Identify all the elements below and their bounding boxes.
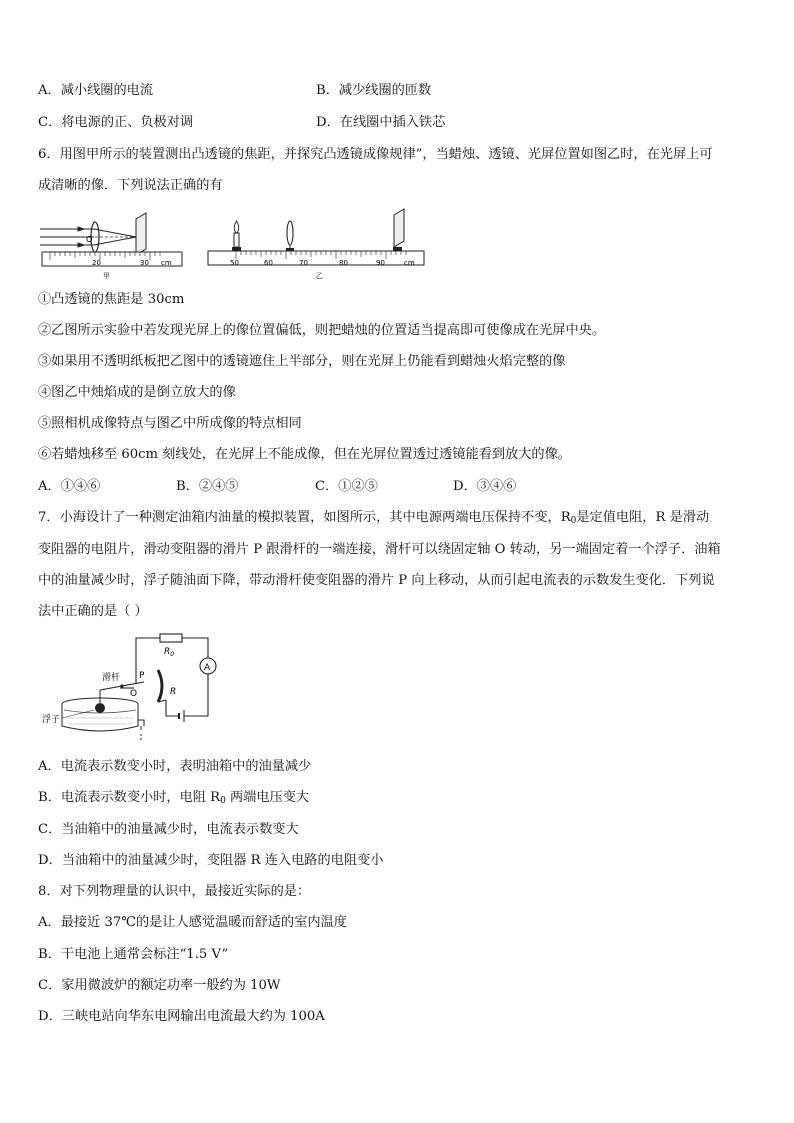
q5-option-b: B．减少线圈的匝数	[316, 83, 432, 98]
q8-stem: 8．对下列物理量的认识中，最接近实际的是：	[38, 884, 311, 899]
yi-tick-unit: cm	[404, 259, 415, 267]
q6-statement-5: ⑤照相机成像特点与图乙中所成像的特点相同	[38, 416, 302, 431]
q6-statement-2: ②乙图所示实验中若发现光屏上的像位置偏低，则把蜡烛的位置适当提高即可使像成在光屏中央。	[38, 323, 606, 338]
q6-option-d: D．③④⑥	[453, 479, 517, 494]
r-label: R	[170, 687, 177, 697]
q7-option-a: A．电流表示数变小时，表明油箱中的油量减少	[38, 759, 312, 774]
q6-figure-jia	[40, 205, 190, 283]
q7-stem-line1: 7．小海设计了一种测定油箱内油量的模拟装置，如图所示，其中电源两端电压保持不变，$R_0$是定值电阻，R 是滑动	[38, 510, 710, 526]
yi-tick-80: 80	[339, 259, 348, 267]
jia-tick-20: 20	[92, 259, 101, 267]
yi-tick-90: 90	[376, 259, 385, 267]
q7-circuit-figure	[40, 630, 220, 748]
q8-option-a: A．最接近 37℃的是让人感觉温暖而舒适的室内温度	[38, 915, 347, 930]
float-label: 浮子	[42, 715, 61, 725]
yi-tick-50: 50	[230, 259, 239, 267]
q7-stem-line4: 法中正确的是（ ）	[38, 604, 148, 619]
q6-option-a: A．①④⑥	[38, 479, 101, 494]
resistor-r0	[160, 634, 182, 642]
q6-stem-line1: 6．用图甲所示的装置测出凸透镜的焦距，并探究凸透镜成像规律”，当蜡烛、透镜、光屏位置如图乙时，在光屏上可	[38, 147, 713, 162]
q7-option-b: B．电流表示数变小时，电阻 $R_0$ 两端电压变大	[38, 790, 310, 806]
q7-stem-line3: 中的油量减少时，浮子随油面下降，带动滑杆使变阻器的滑片 P 向上移动，从而引起电流表的示数发生变化．下列说	[38, 573, 715, 588]
r0-label: $R_0$	[164, 647, 175, 658]
q6-statement-4: ④图乙中烛焰成的是倒立放大的像	[38, 385, 236, 400]
q7-option-d: D．当油箱中的油量减少时，变阻器 R 连入电路的电阻变小	[38, 853, 384, 868]
yi-label: 乙	[316, 272, 323, 280]
slider-rod-label: 滑杆	[102, 673, 121, 683]
rheostat-r	[158, 670, 162, 702]
q8-option-c: C．家用微波炉的额定功率一般约为 10W	[38, 978, 281, 993]
q6-option-b: B．②④⑤	[176, 479, 239, 494]
q6-option-c: C．①②⑤	[315, 479, 378, 494]
q7-option-c: C．当油箱中的油量减少时，电流表示数变大	[38, 822, 299, 837]
svg-text:O: O	[86, 235, 93, 244]
q6-statement-1: ①凸透镜的焦距是 30cm	[38, 292, 185, 307]
q6-statement-6: ⑥若蜡烛移至 60cm 刻线处，在光屏上不能成像，但在光屏位置透过透镜能看到放大的像。	[38, 447, 571, 462]
light-screen	[136, 213, 146, 255]
q8-option-b: B．干电池上通常会标注“1.5 V”	[38, 947, 229, 962]
convex-lens	[286, 221, 294, 251]
ammeter-label: A	[204, 663, 211, 673]
jia-label: 甲	[103, 272, 110, 280]
candle	[232, 221, 241, 251]
q5-option-c: C．将电源的正、负极对调	[38, 115, 194, 130]
q6-figure-yi	[206, 205, 428, 283]
light-screen	[393, 209, 404, 251]
yi-tick-60: 60	[264, 259, 273, 267]
q7-stem-line2: 变阻器的电阻片，滑动变阻器的滑片 P 跟滑杆的一端连接，滑杆可以绕固定轴 O 转动，另一端固定着一个浮子．油箱	[38, 542, 721, 557]
q5-option-d: D．在线圈中插入铁芯	[316, 115, 446, 130]
q8-option-d: D．三峡电站向华东电网输出电流最大约为 100A	[38, 1009, 325, 1024]
p-label: P	[139, 671, 145, 681]
yi-tick-70: 70	[299, 259, 308, 267]
o-label: O	[130, 689, 138, 699]
float	[95, 703, 105, 713]
q6-statement-3: ③如果用不透明纸板把乙图中的透镜遮住上半部分，则在光屏上仍能看到蜡烛火焰完整的像	[38, 354, 566, 369]
q5-option-a: A．减小线圈的电流	[38, 83, 154, 98]
jia-tick-unit: cm	[161, 259, 172, 267]
q6-stem-line2: 成清晰的像．下列说法正确的有	[38, 178, 223, 193]
jia-tick-30: 30	[140, 259, 149, 267]
